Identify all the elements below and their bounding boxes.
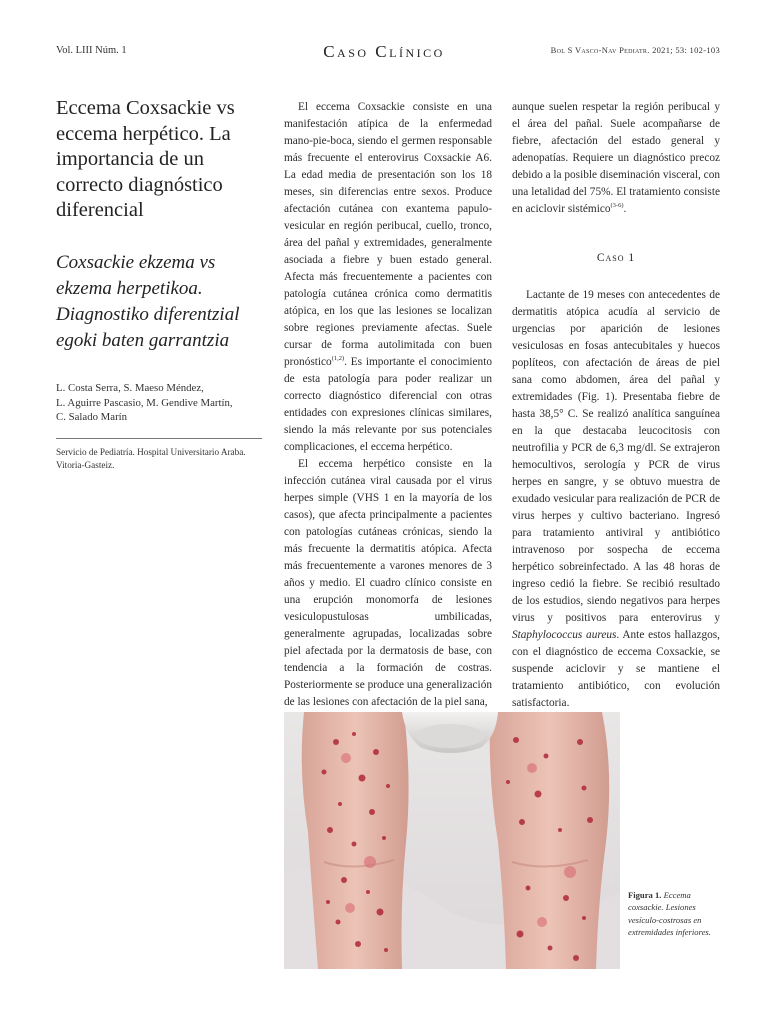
figure-label: Figura 1. — [628, 890, 662, 900]
author-line: L. Costa Serra, S. Maeso Méndez, — [56, 382, 204, 394]
paragraph: El eccema Coxsackie consiste en una manifestación atípica de la enfermedad mano-pie-boca, siendo el germen responsable más frecuente el enterovirus Coxsackie A6. La edad media de presentación son los 18 meses, sin diferencias entre sexos. Produce afectación cutánea con exantema papulo-vesicular en región peribucal, cuello, tronco, área del pañal y extremidades, generalmente asociada a fiebre y buen estado general. Afecta más frecuentemente a pacientes con patología cutánea crónica como dermatitis atópica, en los que las lesiones se localizan sobre regiones previamente afectas. Suele cursar de forma autolimitada con buen pronóstico$^{(1,2)}$. Es importante el conocimiento de esta patología para poder realizar un correcto diagnóstico diferencial con otras entidades con expresiones clínicas similares, siendo la más relevante por sus potenciales complicaciones, el eccema herpético. — [284, 101, 492, 453]
body-column-middle — [284, 99, 492, 711]
author-line: C. Salado Marín — [56, 411, 128, 423]
case-heading: Caso 1 — [596, 252, 636, 264]
paragraph: Lactante de 19 meses con antecedentes de dermatitis atópica acudía al servicio de urgencias por aparición de lesiones vesiculosas en fosas antecubitales y huecos poplíteos, con afectación de áreas de piel sana como abdomen, área del pañal y extremidades (Fig. 1). Presentaba fiebre de hasta 38,5° C. Se realizó analítica sanguínea en la que destacaba leucocitosis con neutrofilia y PCR de 6,3 mg/dl. Se extrajeron hemocultivos, serología y PCR de virus herpes en sangre, y se obtuvo muestra de exudado vesicular para realización de PCR de virus herpes y cultivo bacteriano. Ingresó para tratamiento antiviral y antibiótico intravenoso por sospecha de eccema herpético sobreinfectado. A las 48 horas de ingreso cedió la fiebre. Se recibió resultado de los estudios, siendo negativos para herpes virus y positivos para enterovirus y Staphylococcus aureus. Ante estos hallazgos, con el diagnóstico de eccema Coxsackie, se suspende aciclovir y se mantiene el tratamiento antibiótico, con evolución satisfactoria. — [512, 289, 720, 709]
body-column-right — [512, 99, 720, 218]
divider — [56, 438, 262, 439]
volume-number: Vol. LIII Núm. 1 — [56, 45, 127, 56]
reference-marker: (3-6) — [610, 202, 624, 210]
clinical-photo-legs — [284, 712, 620, 969]
reference-marker: (1,2) — [331, 355, 345, 363]
section-heading: Caso Clínico — [323, 42, 445, 61]
paragraph: aunque suelen respetar la región peribucal y el área del pañal. Suele acompañarse de fiebre, afectación del estado general y adenopatías. Requiere un diagnóstico precoz debido a la posible diseminación visceral, con una letalidad del 75%. El tratamiento consiste en aciclovir sistémico$^{(3-6)}$. — [512, 101, 720, 215]
case-report-text — [512, 287, 720, 712]
article-subtitle-basque: Coxsackie ekzema vs ekzema herpetikoa. Diagnostiko diferentzial egoki baten garrantzia — [56, 252, 240, 351]
affiliation: Servicio de Pediatría. Hospital Universitario Araba. Vitoria-Gasteiz. — [56, 447, 246, 470]
author-line: L. Aguirre Pascasio, M. Gendive Martín, — [56, 396, 233, 409]
figure-caption: Figura 1. Eccema coxsackie. Lesiones vesículo-costrosas en extremidades inferiores. — [628, 890, 711, 937]
paragraph: El eccema herpético consiste en la infección cutánea viral causada por el virus herpes simple (VHS 1 en la mayoría de los casos), que afecta principalmente a pacientes con patologías cutáneas crónicas, siendo la más frecuente la dermatitis atópica. Afecta más frecuentemente a varones menores de 3 años y medio. El cuadro clínico consiste en una erupción monomorfa de lesiones vesiculopustulosas umbilicadas, generalmente agrupadas, localizadas sobre piel afectada por la dermatosis de base, con tendencia a la formación de costras. Posteriormente se produce una generalización de las lesiones con afectación de la piel sana, — [284, 458, 492, 708]
authors — [56, 381, 266, 425]
journal-citation: Bol S Vasco-Nav Pediatr. 2021; 53: 102-103 — [550, 45, 720, 55]
article-title: Eccema Coxsackie vs eccema herpético. La importancia de un correcto diagnóstico diferencial — [56, 97, 235, 221]
